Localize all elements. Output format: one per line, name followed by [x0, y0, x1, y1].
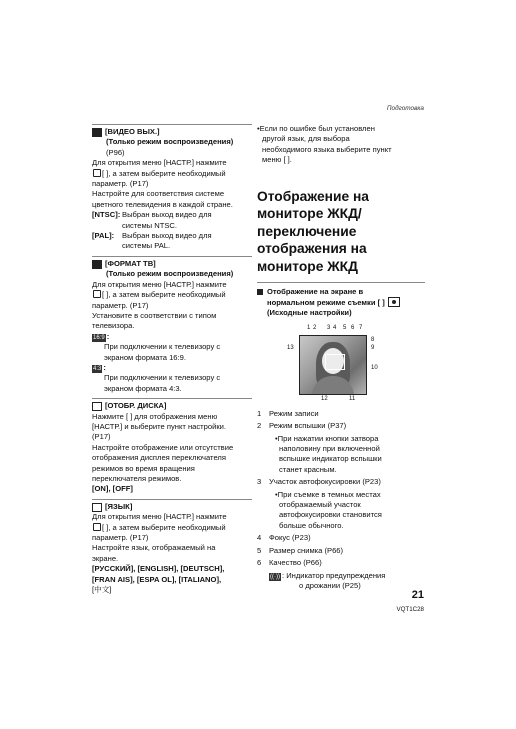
page-title-line: мониторе ЖКД [257, 259, 358, 274]
legend-list [257, 409, 425, 592]
video-out-line: Для открытия меню [НАСТР.] нажмите [92, 158, 227, 168]
list-subitem [257, 571, 425, 581]
pal-option [92, 231, 252, 252]
callout-9: 9 [371, 344, 375, 351]
video-out-line [92, 169, 252, 179]
shake-warning-icon: ((·)) [270, 573, 280, 580]
list-subitem: вспышке индикатор вспышки [279, 454, 382, 464]
dial-display-line: [НАСТР.] и выберите пункт настройки. [92, 421, 226, 431]
tv-format-line-text: [ ], а затем выберите необходимый [102, 290, 226, 300]
callout-11: 11 [349, 395, 356, 402]
item-text: Фокус (P23) [269, 533, 311, 543]
page-title-line: переключение [257, 223, 357, 239]
af-area-frame [325, 354, 345, 370]
pal-value-line: системы PAL. [122, 241, 171, 251]
ntsc-value-line: Выбран выход видео для [122, 210, 212, 220]
video-out-line: параметр. (P17) [92, 179, 149, 189]
page-title-line: Отображение на [257, 188, 369, 204]
format-169-badge: 16:9 [93, 334, 105, 341]
item-number: 1 [257, 408, 262, 418]
subheading-line: (Исходные настройки) [267, 308, 352, 318]
item-text: Участок автофокусировки (P23) [269, 477, 381, 487]
note-line: необходимого языка выберите пункт [262, 144, 392, 154]
callout-8: 8 [371, 336, 375, 343]
lcd-preview-image [299, 335, 367, 395]
language-line: параметр. (P17) [92, 533, 149, 543]
dial-display-section [92, 398, 252, 495]
list-subitem: больше обычного. [279, 520, 344, 530]
item-number: 6 [257, 558, 262, 568]
left-column [92, 124, 252, 599]
list-subitem: станет красным. [279, 464, 337, 474]
format-169-label: 16:9 : [93, 331, 110, 341]
language-icon [92, 503, 102, 512]
language-line [92, 523, 252, 533]
item-text: Размер снимка (P66) [269, 545, 344, 555]
list-subitem: наполовину при включенной [279, 444, 380, 454]
callout-4: 4 [333, 324, 337, 331]
list-item [257, 421, 425, 431]
subheading-text [267, 287, 401, 319]
menu-button-icon [93, 169, 101, 177]
pal-key: [PAL]: [92, 231, 115, 241]
video-out-icon [92, 128, 102, 137]
item-number: 5 [257, 545, 262, 555]
list-item [257, 558, 425, 568]
callout-13: 13 [287, 344, 294, 351]
callout-5: 5 [343, 324, 347, 331]
list-subitem: автофокусировки становится [279, 510, 382, 520]
tv-format-line: телевизора. [92, 321, 135, 331]
tv-format-subtitle: (Только режим воспроизведения) [106, 269, 234, 279]
language-line-text: [ ], а затем выберите необходимый [102, 522, 226, 532]
video-out-title: [ВИДЕО ВЫХ.] [105, 127, 160, 136]
list-subitem: о дрожании (P25) [299, 580, 361, 590]
language-options: [FRAN AIS], [ESPA OL], [ITALIANO], [92, 574, 222, 584]
pal-value-line: Выбран выход видео для [122, 231, 212, 241]
right-column [257, 124, 425, 591]
item-number: 3 [257, 477, 262, 487]
dial-display-title: [ОТОБР. ДИСКА] [105, 401, 167, 411]
ntsc-key: [NTSC]: [92, 210, 121, 220]
dial-display-icon [92, 402, 102, 411]
dial-display-line: отображения дисплея переключателя [92, 453, 226, 463]
callout-7: 7 [359, 324, 363, 331]
ntsc-value [122, 210, 212, 231]
menu-button-icon [93, 290, 101, 298]
language-line: Для открытия меню [НАСТР.] нажмите [92, 512, 227, 522]
list-subitem-text: : Индикатор предупреждения [282, 570, 386, 580]
list-item [257, 533, 425, 543]
list-subitem: •При нажатии кнопки затвора [275, 433, 379, 443]
list-item [257, 477, 425, 487]
video-out-ref: (P96) [106, 147, 125, 157]
tv-format-line: параметр. (P17) [92, 300, 149, 310]
page-number: 21 [411, 589, 424, 601]
dial-display-line: (P17) [92, 432, 111, 442]
subheading-line: Отображение на экране в [267, 286, 364, 296]
format-169-desc: При подключении к телевизору с [104, 342, 221, 352]
tv-format-title: [ФОРМАТ ТВ] [105, 258, 156, 268]
subheading [257, 287, 425, 319]
language-section [92, 499, 252, 596]
item-text: Режим записи [269, 408, 319, 418]
ntsc-value-line: системы NTSC. [122, 220, 178, 230]
callout-3: 3 [327, 324, 331, 331]
list-subitem: отображаемый участок [279, 500, 361, 510]
video-out-line-text: [ ], а затем выберите необходимый [102, 168, 226, 178]
page-title-line: отображения на [257, 241, 367, 257]
note-line: •Если по ошибке был установлен [257, 124, 375, 133]
tv-format-line [92, 290, 252, 300]
language-options: [中文] [92, 585, 112, 595]
format-43-desc: При подключении к телевизору с [104, 373, 221, 383]
menu-button-icon [93, 523, 101, 531]
list-item [257, 409, 425, 419]
video-out-heading [92, 127, 252, 137]
callout-1: 1 [307, 324, 311, 331]
dial-display-options: [ON], [OFF] [92, 484, 133, 494]
lcd-diagram [257, 323, 425, 403]
list-item [257, 546, 425, 556]
subheading-line-text: нормальном режиме съемки [ ] [267, 298, 385, 307]
tv-format-line: Для открытия меню [НАСТР.] нажмите [92, 279, 227, 289]
format-43-badge: 4:3 [93, 365, 102, 372]
dial-display-heading [92, 401, 252, 411]
subheading-line [267, 297, 401, 308]
video-out-line: Настройте для соответствия системе [92, 189, 225, 199]
callout-2: 2 [313, 324, 317, 331]
dial-display-line: режимов во время вращения [92, 463, 195, 473]
callout-12: 12 [321, 395, 328, 402]
language-heading [92, 502, 252, 512]
tv-format-icon [92, 260, 102, 269]
video-out-line: цветного телевидения в каждой стране. [92, 199, 233, 209]
list-subitem: •При съемке в темных местах [275, 489, 381, 499]
item-number: 2 [257, 421, 262, 431]
tv-format-section [92, 256, 252, 394]
camera-mode-icon [388, 297, 400, 307]
tv-format-line: Установите в соответствии с типом [92, 310, 217, 320]
item-number: 4 [257, 533, 262, 543]
section-header: Подготовка [386, 105, 424, 112]
page-title-line: мониторе ЖКД/ [257, 206, 362, 222]
note-line: другой язык, для выбора [262, 134, 350, 144]
language-title: [ЯЗЫК] [105, 501, 133, 511]
video-out-subtitle: (Только режим воспроизведения) [106, 137, 234, 147]
ntsc-option [92, 210, 252, 231]
dial-display-line [92, 412, 252, 422]
format-43-label: 4:3 : [93, 362, 106, 372]
item-text: Качество (P66) [269, 558, 322, 568]
callout-10: 10 [371, 364, 378, 371]
dial-display-line: переключателя режимов. [92, 474, 182, 483]
language-options: [РУССКИЙ], [ENGLISH], [DEUTSCH], [92, 564, 225, 574]
square-bullet-icon [257, 289, 263, 295]
format-43-desc: экраном формата 4:3. [104, 383, 182, 393]
tv-format-heading [92, 259, 252, 269]
dial-display-line-text: Нажмите [ ] для отображения меню [92, 411, 218, 421]
document-code: VQT1C28 [396, 606, 424, 613]
note-line: меню [ ]. [262, 155, 292, 165]
language-line: экране. [92, 553, 119, 563]
item-text: Режим вспышки (P37) [269, 421, 347, 431]
dial-display-line: Настройте отображение или отсутствие [92, 442, 234, 452]
format-169-desc: экраном формата 16:9. [104, 352, 186, 362]
page-title [257, 188, 425, 283]
callout-6: 6 [351, 324, 355, 331]
video-out-section [92, 124, 252, 252]
pal-value [122, 231, 212, 252]
language-line: Настройте язык, отображаемый на [92, 543, 216, 553]
